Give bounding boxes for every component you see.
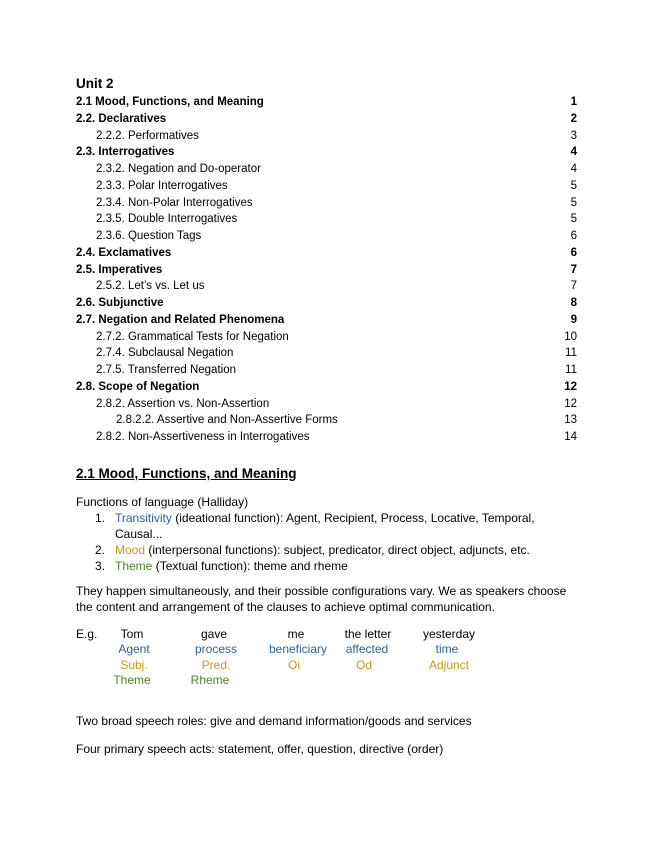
list-text-rest: (Textual function): theme and rheme	[152, 559, 348, 573]
list-text	[115, 542, 545, 558]
example-word: yesterday	[422, 627, 476, 641]
example-rheme: Rheme	[190, 673, 230, 687]
list-number: 2.	[95, 543, 106, 557]
toc-entry-page: 9	[570, 313, 577, 326]
paragraph-speech-acts: Four primary speech acts: statement, offer, question, directive (order)	[76, 742, 444, 756]
toc-entry-label: 2.7.5. Transferred Negation	[96, 364, 236, 376]
toc-entry-label: 2.5.2. Let’s vs. Let us	[96, 280, 205, 293]
toc-entry-label: 2.1 Mood, Functions, and Meaning	[76, 96, 264, 108]
toc-entry-label: 2.6. Subjunctive	[76, 297, 164, 309]
example-word: me	[287, 627, 305, 641]
toc-entry[interactable]	[76, 247, 577, 263]
toc-entry-page: 10	[564, 330, 577, 343]
unit-title: Unit 2	[76, 76, 114, 91]
toc-entry-label: 2.4. Exclamatives	[76, 246, 172, 259]
toc-entry-label: 2.3.3. Polar Interrogatives	[96, 179, 228, 192]
toc-entry-label: 2.2. Declaratives	[76, 112, 167, 125]
example-function: Adjunct	[428, 658, 470, 672]
toc-entry-label: 2.2.2. Performatives	[96, 129, 199, 142]
toc-entry[interactable]	[76, 130, 577, 146]
example-role: beneficiary	[268, 642, 328, 656]
example-role: process	[194, 642, 238, 656]
toc-entry[interactable]	[76, 398, 577, 414]
example-word: the letter	[344, 627, 392, 641]
toc-entry[interactable]	[76, 414, 577, 430]
toc-entry-page: 14	[564, 431, 577, 443]
toc-entry-page: 12	[564, 380, 577, 393]
toc-entry-page: 6	[570, 246, 577, 259]
list-number: 1.	[95, 511, 106, 525]
list-text	[115, 558, 545, 574]
toc-entry-label: 2.3.4. Non-Polar Interrogatives	[96, 196, 253, 209]
toc-entry-label: 2.8.2. Assertion vs. Non-Assertion	[96, 397, 270, 410]
toc-entry[interactable]	[76, 96, 577, 112]
toc-entry[interactable]	[76, 280, 577, 296]
example-theme: Theme	[113, 673, 151, 687]
toc-entry-page: 6	[570, 230, 577, 242]
example-role: affected	[345, 642, 389, 656]
example-word: Tom	[120, 627, 144, 641]
toc-entry-page: 13	[564, 414, 577, 427]
toc-entry-page: 11	[565, 364, 577, 376]
toc-entry[interactable]	[76, 146, 577, 162]
list-text-rest: (interpersonal functions): subject, predicator, direct object, adjuncts, etc.	[145, 543, 530, 557]
list-number: 3.	[95, 559, 106, 573]
toc-entry-label: 2.3.5. Double Interrogatives	[96, 213, 238, 226]
paragraph-speech-roles: Two broad speech roles: give and demand information/goods and services	[76, 714, 472, 728]
toc-entry-label: 2.3.2. Negation and Do-operator	[96, 163, 261, 175]
toc-entry[interactable]	[76, 197, 577, 213]
list-text-rest: (ideational function): Agent, Recipient, Process, Locative, Temporal, Causal...	[115, 511, 535, 541]
toc-entry-page: 5	[570, 213, 577, 226]
toc-entry-label: 2.7.2. Grammatical Tests for Negation	[96, 330, 289, 343]
toc-entry-page: 5	[570, 196, 577, 209]
paragraph-simultaneous: They happen simultaneously, and their possible configurations vary. We as speakers choose the content and arrangement of the clauses to achieve optimal communication.	[76, 584, 567, 614]
example-function: Oi	[288, 658, 300, 672]
example-prefix: E.g.	[76, 627, 98, 641]
toc-entry[interactable]	[76, 331, 577, 347]
toc-entry-page: 4	[570, 146, 577, 159]
toc-entry-page: 2	[570, 112, 577, 125]
toc-entry-label: 2.8. Scope of Negation	[76, 380, 200, 393]
list-text	[115, 510, 545, 542]
functions-intro: Functions of language (Halliday)	[76, 495, 249, 509]
toc-entry-page: 5	[570, 179, 577, 192]
example-function: Subj.	[120, 658, 148, 672]
example-function: Od	[355, 658, 372, 672]
toc-entry-page: 3	[570, 129, 577, 142]
toc-entry[interactable]	[76, 264, 577, 280]
toc-entry[interactable]	[76, 230, 577, 246]
toc-entry-page: 7	[570, 280, 577, 293]
mood-term: Mood	[115, 543, 146, 557]
toc-entry-label: 2.5. Imperatives	[76, 263, 163, 276]
toc-entry[interactable]	[76, 347, 577, 363]
toc-entry-page: 11	[565, 347, 577, 360]
toc-entry-label: 2.7. Negation and Related Phenomena	[76, 313, 285, 326]
toc-entry-label: 2.3. Interrogatives	[76, 146, 175, 159]
toc-entry[interactable]	[76, 213, 577, 229]
toc-entry[interactable]	[76, 113, 577, 129]
toc-entry-page: 4	[570, 163, 577, 175]
toc-entry-label: 2.8.2.2. Assertive and Non-Assertive Forms	[116, 414, 338, 427]
transitivity-term: Transitivity	[115, 511, 172, 525]
toc-entry-label: 2.7.4. Subclausal Negation	[96, 347, 234, 360]
toc-entry[interactable]	[76, 163, 577, 179]
toc-entry[interactable]	[76, 297, 577, 313]
toc-entry-label: 2.8.2. Non-Assertiveness in Interrogatives	[96, 431, 310, 443]
toc-entry[interactable]	[76, 314, 577, 330]
toc-entry-page: 12	[564, 397, 577, 410]
toc-entry[interactable]	[76, 180, 577, 196]
toc-entry[interactable]	[76, 364, 577, 380]
example-function: Pred.	[201, 658, 231, 672]
toc-entry-page: 8	[570, 297, 577, 309]
theme-term: Theme	[115, 559, 153, 573]
section-heading: 2.1 Mood, Functions, and Meaning	[76, 466, 297, 481]
example-role: Agent	[118, 642, 150, 656]
toc-entry[interactable]	[76, 431, 577, 447]
toc-entry[interactable]	[76, 381, 577, 397]
toc-entry-page: 1	[570, 96, 577, 108]
example-role: time	[435, 642, 459, 656]
example-word: gave	[200, 627, 228, 641]
toc-entry-page: 7	[570, 263, 577, 276]
toc-entry-label: 2.3.6. Question Tags	[96, 230, 202, 242]
